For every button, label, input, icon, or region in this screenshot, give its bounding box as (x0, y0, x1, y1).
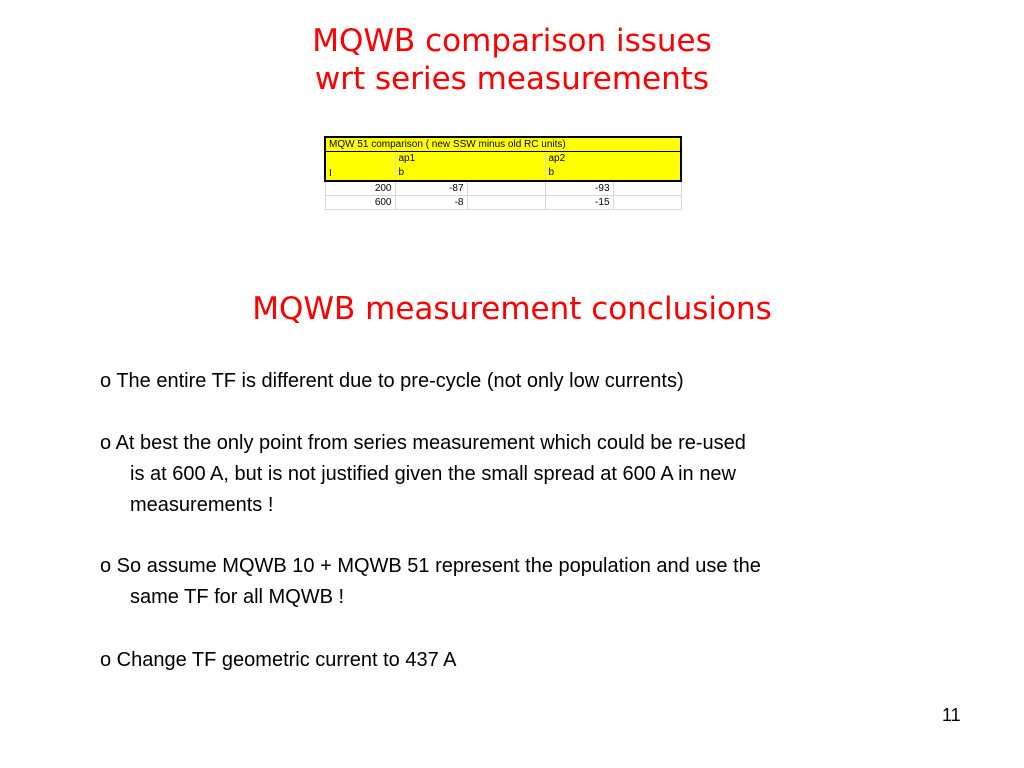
bullet-item (100, 645, 457, 676)
cell-empty (467, 181, 545, 196)
cell-current: 200 (325, 181, 395, 196)
bullet-item (100, 366, 684, 397)
cell-current: 600 (325, 196, 395, 210)
table-caption: MQW 51 comparison ( new SSW minus old RC units) (325, 137, 681, 152)
column-header-ap1 (395, 152, 545, 182)
table-row (325, 181, 681, 196)
bullet-text: o The entire TF is different due to pre-cycle (not only low currents) (100, 370, 684, 392)
cell-ap2-b: -15 (545, 196, 613, 210)
bullet-text: o At best the only point from series measurement which could be re-used (100, 432, 746, 454)
ap1-label: ap1 (398, 153, 416, 164)
bullet-text-continuation: is at 600 A, but is not justified given the small spread at 600 A in new (130, 463, 736, 485)
cell-empty (613, 181, 681, 196)
conclusions-title: MQWB measurement conclusions (252, 291, 772, 327)
bullet-text: o So assume MQWB 10 + MQWB 51 represent the population and use the (100, 555, 761, 577)
bullet-text: o Change TF geometric current to 437 A (100, 649, 457, 671)
ap2-label: ap2 (548, 153, 566, 164)
table-row (325, 196, 681, 210)
bullet-item (100, 551, 761, 613)
cell-empty (467, 196, 545, 210)
comparison-table (324, 136, 682, 210)
bullet-item (100, 428, 746, 521)
ap1-sub-label: b (398, 167, 405, 178)
slide-title-line-1: MQWB comparison issues (312, 23, 712, 59)
cell-ap1-b: -87 (395, 181, 467, 196)
slide-title (0, 22, 1024, 98)
column-header-i: I (325, 152, 395, 182)
ap2-sub-label: b (548, 167, 555, 178)
slide-title-line-2: wrt series measurements (314, 61, 710, 97)
column-header-ap2 (545, 152, 681, 182)
slide-number: 11 (942, 705, 961, 725)
table-header-row (325, 152, 681, 182)
cell-ap1-b: -8 (395, 196, 467, 210)
bullet-text-continuation: measurements ! (130, 494, 274, 516)
cell-empty (613, 196, 681, 210)
cell-ap2-b: -93 (545, 181, 613, 196)
table-caption-row (325, 137, 681, 152)
bullet-text-continuation: same TF for all MQWB ! (130, 586, 345, 608)
